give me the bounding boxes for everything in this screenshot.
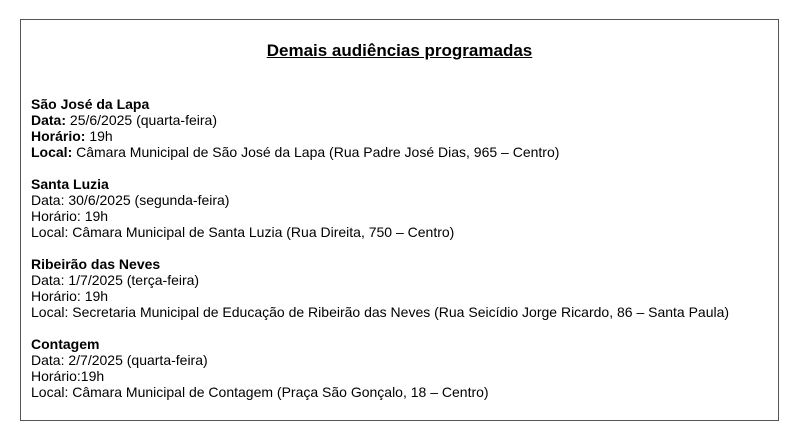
place-value: Secretaria Municipal de Educação de Ribeirão das Neves (Rua Seicídio Jorge Ricardo, 86 – Santa Paula) <box>72 304 730 320</box>
place-line <box>31 304 770 320</box>
time-value: 19h <box>84 208 109 224</box>
place-label: Local: <box>31 144 73 160</box>
time-line <box>31 288 770 304</box>
place-label: Local: <box>31 384 69 400</box>
city-name: Contagem <box>31 336 100 352</box>
date-value: 30/6/2025 (segunda-feira) <box>68 192 230 208</box>
time-value: 19h <box>89 128 113 144</box>
time-value: 19h <box>80 368 105 384</box>
place-line <box>31 224 770 240</box>
notice-box <box>20 19 779 421</box>
hearing-contagem <box>31 336 770 400</box>
place-label: Local: <box>31 304 69 320</box>
date-value: 2/7/2025 (quarta-feira) <box>68 352 208 368</box>
hearing-santa-luzia <box>31 176 770 240</box>
time-label: Horário: <box>31 288 81 304</box>
date-value: 1/7/2025 (terça-feira) <box>68 272 200 288</box>
date-label: Data: <box>31 272 65 288</box>
time-line <box>31 208 770 224</box>
place-line <box>31 144 770 160</box>
date-line <box>31 112 770 128</box>
page-title: Demais audiências programadas <box>266 41 533 60</box>
hearing-sao-jose-da-lapa <box>31 96 770 160</box>
date-label: Data: <box>31 192 65 208</box>
time-label: Horário: <box>31 208 81 224</box>
city-name: Ribeirão das Neves <box>31 256 161 272</box>
date-line <box>31 192 770 208</box>
time-line <box>31 128 770 144</box>
place-value: Câmara Municipal de Contagem (Praça São Gonçalo, 18 – Centro) <box>72 384 489 400</box>
date-label: Data: <box>31 352 65 368</box>
city-name: São José da Lapa <box>31 96 150 112</box>
city-name: Santa Luzia <box>31 176 109 192</box>
date-label: Data: <box>31 112 67 128</box>
date-value: 25/6/2025 (quarta-feira) <box>69 112 217 128</box>
hearing-list <box>31 96 770 416</box>
place-label: Local: <box>31 224 69 240</box>
time-label: Horário: <box>31 128 86 144</box>
time-label: Horário: <box>31 368 81 384</box>
hearing-ribeirao-das-neves <box>31 256 770 320</box>
time-value: 19h <box>84 288 109 304</box>
place-line <box>31 384 770 400</box>
date-line <box>31 352 770 368</box>
place-value: Câmara Municipal de São José da Lapa (Rua Padre José Dias, 965 – Centro) <box>76 144 560 160</box>
place-value: Câmara Municipal de Santa Luzia (Rua Direita, 750 – Centro) <box>72 224 455 240</box>
time-line <box>31 368 770 384</box>
date-line <box>31 272 770 288</box>
